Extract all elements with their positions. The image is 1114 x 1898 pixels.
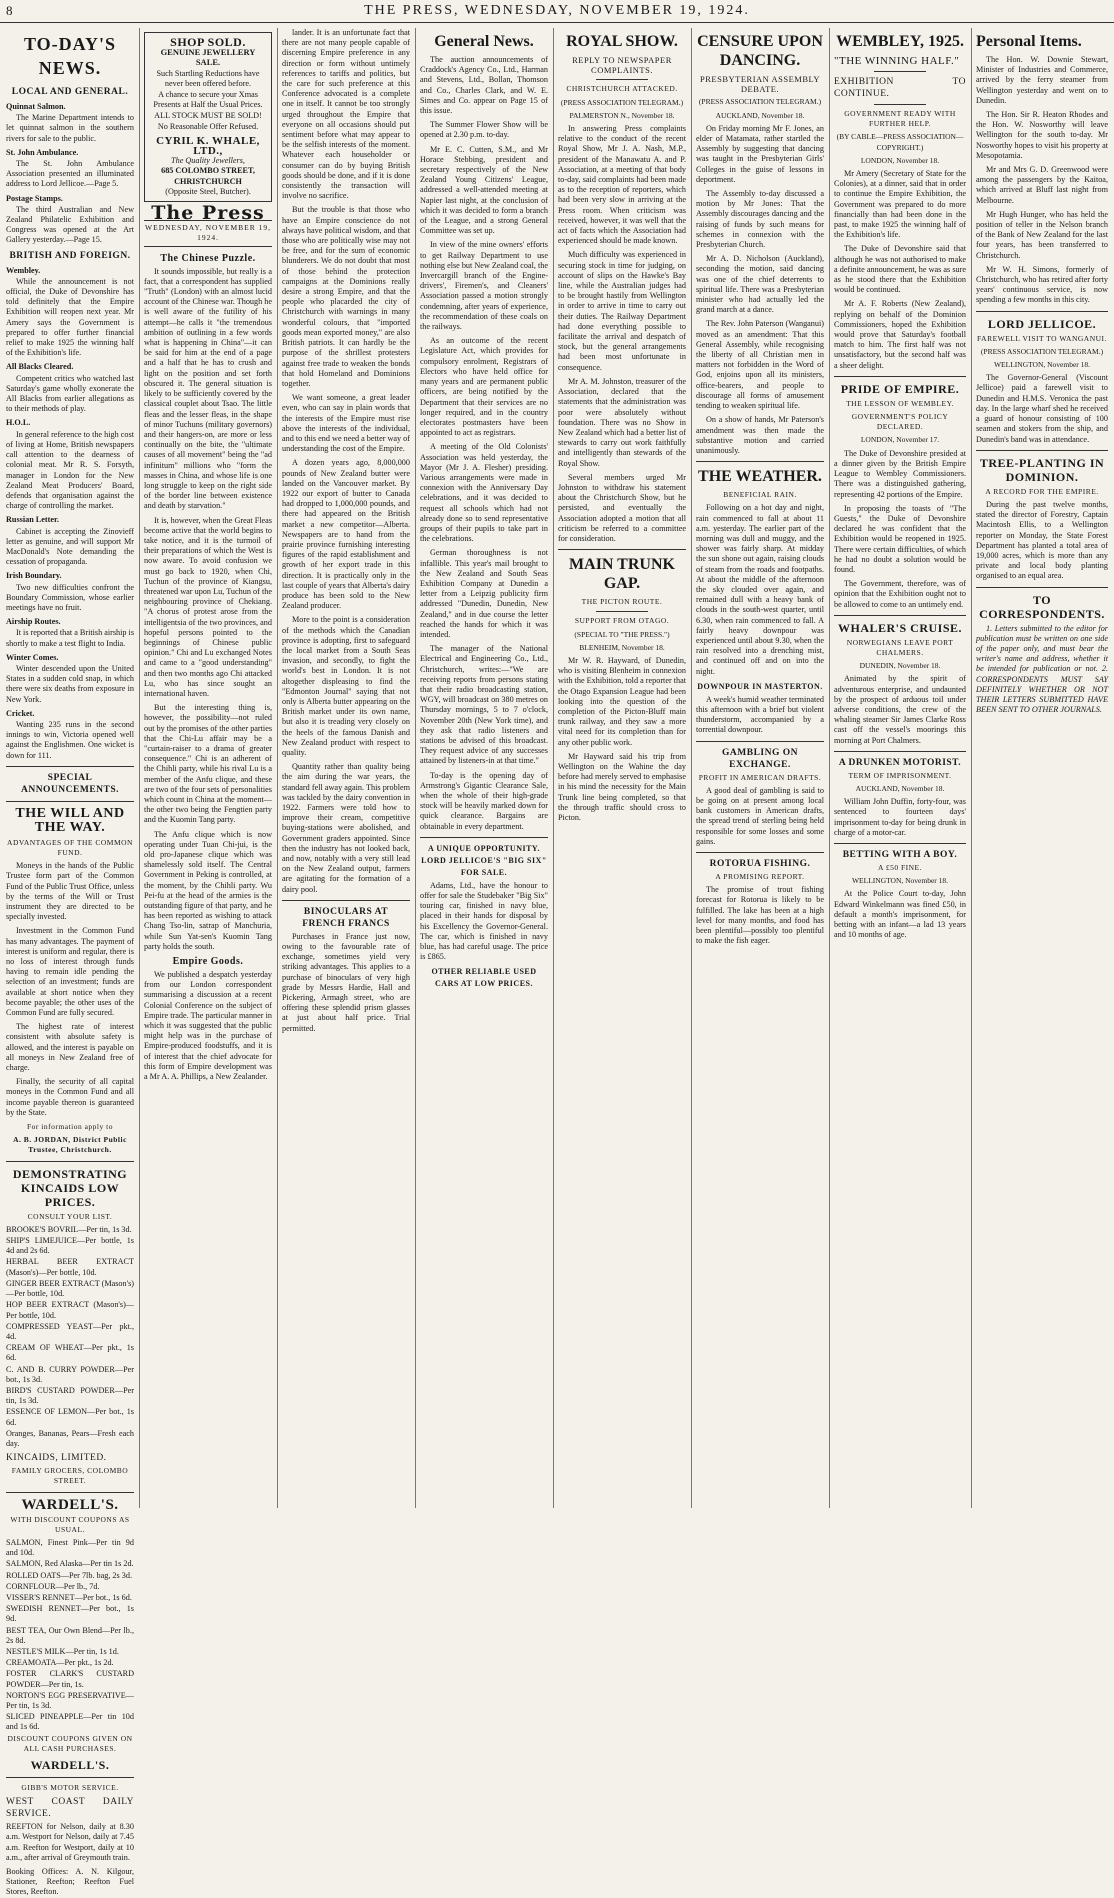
betting-boy-heading: BETTING WITH A BOY. — [842, 849, 958, 860]
local-general-heading: LOCAL AND GENERAL. — [11, 87, 129, 97]
paragraph: Mr W. H. Simons, formerly of Christchurch, who has retired after forty years' continuous service, is now spending a few months in this city. — [976, 264, 1108, 305]
special-announcements-heading: SPECIAL ANNOUNCEMENTS. — [20, 772, 120, 795]
newspaper-nameplate: The Press — [151, 202, 265, 225]
column-2 — [144, 28, 272, 1508]
masthead — [0, 0, 1114, 23]
paragraph: Much difficulty was experienced in securing stock in time for judging, on account of slips on the Hawke's Bay line, while the Australian judges had to be brought hastily from Wellington in order to arrive in time to carry out their duties. The Railway Department had done everything possible to facilitate the arrival and despatch of stock, but the general arrangements had been most unfortunate in consequence. — [558, 250, 686, 372]
list-item: SALMON, Finest Pink—Per tin 9d and 10d. — [6, 1537, 134, 1558]
gibbs-motor-text: REEFTON for Nelson, daily at 8.30 a.m. Westport for Nelson, daily at 7.45 a.m. Reefton for Westport, daily at 10 a.m., after arrival of Greymouth train. — [6, 1822, 134, 1862]
tree-planting-sub: A RECORD FOR THE EMPIRE. — [985, 486, 1099, 496]
public-trust-ad-text — [6, 861, 134, 1118]
shop-sold-heading: SHOP SOLD. — [170, 35, 246, 49]
paragraph: It is, however, when the Great Fleas become active that the world begins to take notice, and it is the turmoil of their preparations of which the West is now aware. To avoid confusion we must go back to 1920, when Chi, Tuchun of the province of Kiangsu, threatened war upon Lu, Tuchun of the neighbouring province of Chekiang. "A chorus of protest arose from the intelligentsia of the two provinces, and hopeful persons pointed to the beginnings of Chinese public opinion." Chi and Lu exchanged Notes and came to a "good understanding" and then two months ago Chi attacked Lu, who has since sought an international haven. — [144, 515, 272, 698]
paragraph: The highest rate of interest consistent with absolute safety is allowed, and the interest is payable on all moneys in New Zealand free of charge. — [6, 1022, 134, 1073]
main-trunk-sub: THE PICTON ROUTE. — [581, 597, 663, 607]
royal-show-sub: REPLY TO NEWSPAPER COMPLAINTS. — [572, 55, 672, 76]
paragraph: Quantity rather than quality being the aim during the war years, the standard fell away again. This problem was tackled by the dairy convention in 1922. Farmers were told how to improve their cream, competitive buying-stations were abolished, and Government graders appointed. Since then the industry has not looked back, and now, notably with a very still lead on the New Zealand output, farmers are agitating for the formation of a dairy pool. — [282, 762, 410, 894]
paragraph: German thoroughness is not infallible. This year's mail brought to the New Zealand and South Seas Exhibition Company at Dunedin a letter from a Leipzig publicity firm addressed "Dunedin, Dunedin, New Zealand," and in due course the letter reached the hands for which it was intended. — [420, 548, 548, 639]
gibbs-motor-agents: Booking Offices: A. N. Kilgour, Stationer, Reefton; Reefton Fuel Stores, Reefton. — [6, 1867, 134, 1897]
paragraph: lander. It is an unfortunate fact that there are not many people capable of discerning Empire preference in any direction or form without untimely references to tariffs and politics, but the care for such preference at this Conference advocated is a complete one in itself. It cannot be too strongly urged throughout the Empire that everyone on all occasions should put sentiment before what may appear to be the selfish interests of the moment. Whatever each householder or consumer can do by buying British goods should be done, and if it is done consistently the transaction will involve no sacrifice. — [282, 28, 410, 201]
censure-dancing-sub: PRESBYTERIAN ASSEMBLY DEBATE. — [700, 74, 820, 95]
paragraph: We published a despatch yesterday from our London correspondent summarising a discussion at a recent Colonial Conference on the subject of Empire trade. The particular manner in which it was suggested that the public might help was in the purchase of Empire-produced foodstuffs, and it is of interest that the chief advocate for this form of Empire development was a Mr A. A. Phillips, a New Zealander. — [144, 970, 272, 1082]
list-item: GINGER BEER EXTRACT (Mason's)—Per bottle, 10d. — [6, 1278, 134, 1299]
newspaper-date: WEDNESDAY, NOVEMBER 19, 1924. — [144, 220, 272, 246]
kincaids-address: FAMILY GROCERS, COLOMBO STREET. — [11, 1466, 129, 1486]
list-item: HERBAL BEER EXTRACT (Mason's)—Per bottle, 10d. — [6, 1257, 134, 1277]
paragraph: Mr Hugh Hunger, who has held the position of teller in the Nelson branch of the Bank of New Zealand for the last four years, has been transferred to Christchurch. — [976, 209, 1108, 260]
royal-show-text — [558, 124, 686, 544]
jewellery-sale-title: GENUINE JEWELLERY SALE. — [160, 47, 256, 68]
whalers-cruise-text: Animated by the spirit of adventurous enterprise, and undaunted by the prospect of arduous toil under adverse conditions, the crew of the whaling steamer Sir James Clarke Ross cast off the vessel's moorings this morning at Port Chalmers. — [834, 674, 966, 745]
paragraph: But the interesting thing is, however, the possibility—not ruled out by the promises of the other parties that the Chi-Lu affair may be a "curtain-raiser to a drama of greater consequence." Chi is an adherent of the Chihli party, while his rival Lu is a member of the Anfu clique, and these are two of the four sets of personalities which count in China at the moment—the other two being the Fengtien party and the Kuomin Tang party. — [144, 703, 273, 825]
lord-jellicoe-sub: FAREWELL VISIT TO WANGANUI. — [977, 333, 1107, 343]
censure-dancing-dateline: AUCKLAND, November 18. — [715, 110, 805, 120]
news-item-title: H.O.L. — [6, 418, 31, 428]
news-item-text: Cabinet is accepting the Zinovieff letter as genuine, and will support Mr MacDonald's Note demanding the cessation of propaganda. — [6, 526, 134, 567]
page-number: 8 — [6, 3, 13, 18]
list-item: COMPRESSED YEAST—Per pkt., 4d. — [6, 1321, 134, 1341]
empire-goods-heading: Empire Goods. — [172, 956, 244, 968]
paragraph: The Duke of Devonshire said that although he was not authorised to make a definite announcement, he was as sure as he stood there that the Exhibition would be continued. — [834, 244, 966, 295]
correspondents-text: 1. Letters submitted to the editor for publication must be written on one side of the paper only, and must bear the writer's name and address, whether it be intended for publication or not. 2. CORRESPONDENTS MUST SAY DEFINITELY WHETHER OR NOT THEIR LETTERS SUBMITTED HAVE BEEN SENT TO OTHER JOURNALS. — [976, 623, 1108, 715]
list-item: NESTLE'S MILK—Per tin, 1s 1d. — [6, 1646, 119, 1656]
list-item: ROLLED OATS—Per 7lb. bag, 2s 3d. — [6, 1570, 132, 1580]
paragraph: The auction announcements of Craddock's Agency Co., Ltd., Harman and Stevens, Ltd., Bollan, Thomson and Co., Charles Clark, and W. E. Simes and Co. appear on Page 15 of this issue. — [420, 55, 548, 116]
paragraph: The manager of the National Electrical and Engineering Co., Ltd., Christchurch, writes:—"We are receiving reports from persons stating that their radio broadcasting station, WGY, will broadcast on 380 metres on Thursday mornings, 5 to 7 o'clock, November 20th (New York time), and they ask that radio listeners and stations be advised of this broadcast. They request advice of any successes attained by listeners-in at that time." — [420, 644, 548, 766]
paragraph: The Rev. John Paterson (Wanganui) moved as an amendment: That this General Assembly, while recognising the liberty of all Christian men in matters not forbidden in the Word of God, enjoins upon all its ministers, office-bearers, and people to discourage all forms of amusement tending to weaken spiritual life. — [696, 319, 824, 411]
paragraph: In view of the mine owners' efforts to get Railway Department to use nothing else but New Zealand coal, the Invercargill branch of the Engine-drivers', Firemen's, and Cleaners' Association passed a motion strongly condemning, after years of experience, the recommendation of these coals on the railways. — [420, 240, 549, 332]
wardells-ad-heading: WARDELL'S. — [21, 1496, 119, 1513]
list-item: CREAM OF WHEAT—Per pkt., 1s 6d. — [6, 1343, 134, 1363]
list-item: SALMON, Red Alaska—Per tin 1s 2d. — [6, 1559, 134, 1569]
news-item-text: Two new difficulties confront the Boundary Commission, whose earlier meetings have no fruit. — [6, 582, 134, 612]
wembley-sub: "THE WINNING HALF." — [834, 55, 960, 67]
column-5 — [558, 28, 686, 1508]
public-trust-ad-foot: For information apply to — [27, 1122, 113, 1132]
column-rule — [691, 28, 692, 1508]
kincaids-price-list — [6, 1225, 134, 1449]
column-rule — [277, 28, 278, 1508]
used-cars-heading: OTHER RELIABLE USED CARS AT LOW PRICES. — [431, 967, 537, 989]
paragraph: The Hon. W. Downie Stewart, Minister of Industries and Commerce, arrived by the ferry steamer from Wellington yesterday and went on to Dunedin. — [976, 55, 1108, 105]
column-1 — [6, 28, 135, 1897]
wardells-price-list — [6, 1538, 134, 1733]
paragraph: Mr Hayward said his trip from Wellington on the Wahine the day before had merely served to emphasise in his mind the necessity for the Main Trunk line being completed, so that the through traffic should cross to Picton. — [558, 751, 686, 822]
pride-empire-heading: PRIDE OF EMPIRE. — [840, 381, 960, 396]
jewellery-firm-name: CYRIL K. WHALE, LTD., — [156, 134, 260, 158]
paragraph: Mr A. D. Nicholson (Auckland), seconding the motion, said dancing was one of the chief deterrents to spiritual life. There was a Presbyterian minister who had actually led the grand march at a dance. — [696, 254, 824, 315]
paragraph: The Summer Flower Show will be opened at 2.30 p.m. to-day. — [420, 120, 548, 140]
personal-items-text — [976, 55, 1108, 306]
jewellery-sale-lines — [149, 69, 267, 132]
lord-jellicoe-tag: (PRESS ASSOCIATION TELEGRAM.) — [980, 346, 1104, 356]
royal-show-sub2: CHRISTCHURCH ATTACKED. — [566, 84, 678, 94]
leader-article-text — [144, 267, 272, 952]
list-item: Oranges, Bananas, Pears—Fresh each day. — [6, 1428, 134, 1448]
gibbs-motor-heading: GIBB'S MOTOR SERVICE. — [21, 1783, 119, 1793]
main-trunk-dateline: BLENHEIM, November 18. — [579, 642, 665, 652]
editorial-continuation-text — [282, 28, 410, 895]
column-4 — [420, 28, 548, 1508]
paragraph: Mr and Mrs G. D. Greenwood were among the passengers by the Kaitoa, which arrived at Bluff last night from Melbourne. — [976, 165, 1108, 205]
column-8 — [976, 28, 1108, 1508]
lord-jellicoe-text: The Governor-General (Viscount Jellicoe) paid a farewell visit to Dunedin and H.M.S. Veronica the past day. In the large wharf shed he received a guard of honour consisting of 100 seamen and stokers from the ship, and Dunedin's band was in attendance. — [976, 373, 1108, 444]
paragraph: Moneys in the hands of the Public Trustee form part of the Common Fund of the Public Trust Office, unless by the terms of the Will or Trust instrument they are directed to be specially invested. — [6, 861, 134, 922]
betting-boy-dateline: WELLINGTON, November 18. — [851, 876, 949, 886]
masthead-title: THE PRESS, WEDNESDAY, NOVEMBER 19, 1924. — [364, 3, 750, 18]
paragraph: The Hon. Sir R. Heaton Rhodes and the Hon. W. Nosworthy will leave Wellington for the south to-day. Mr Nosworthy hopes to visit his property at Mesopotamia. — [976, 110, 1108, 160]
wembley-tag: (BY CABLE—PRESS ASSOCIATION—COPYRIGHT.) — [836, 132, 964, 152]
list-item: ESSENCE OF LEMON—Per bot., 1s 6d. — [6, 1407, 134, 1427]
jewellery-sale-ad — [144, 32, 272, 202]
paragraph: In proposing the toasts of "The Guests," the Duke of Devonshire declared he was confident that the Exhibition would be reopened in 1925. There were certain difficulties, of which he had no doubt a solution would be found. — [834, 503, 966, 574]
news-item-title: Cricket. — [6, 708, 35, 718]
paragraph: As an outcome of the recent Legislature Act, which provides for compulsory enrolment, Registrars of Electors who have held office for many years and are permanent public officers, are being notified by the Department that their services are no longer required, and in the country electorates postmasters have been appointed to act as registrars. — [420, 336, 548, 438]
paragraph: On Friday morning Mr F. Jones, an elder of Matamata, rather startled the Assembly by suggesting that dancing was taught in the Presbyterian Girls' Colleges in the guise of lessons in deportment. — [696, 123, 824, 184]
paragraph: The Assembly to-day discussed a motion by Mr Jones: That the Assembly discourages dancing and the raising of funds by such means for schemes in connexion with the Presbyterian Church. — [696, 189, 824, 250]
general-news-heading: General News. — [434, 33, 534, 50]
main-trunk-sub2: SUPPORT FROM OTAGO. — [574, 616, 670, 626]
news-item-title: Quinnat Salmon. — [6, 102, 66, 111]
lord-jellicoe-heading: LORD JELLICOE. — [987, 316, 1097, 331]
kincaids-name: KINCAIDS, LIMITED. — [6, 1453, 107, 1464]
weather-text — [696, 503, 824, 676]
news-item-text: Winter descended upon the United States in a sudden cold snap, in which there were six deaths from exposure in New York. — [6, 663, 134, 704]
news-item-title: St. John Ambulance. — [6, 147, 79, 157]
betting-boy-sub: A £50 FINE. — [877, 862, 923, 872]
unique-opportunity-heading: A UNIQUE OPPORTUNITY. LORD JELLICOE'S "BIG SIX" FOR SALE. — [421, 843, 547, 877]
binoculars-ad-heading: BINOCULARS AT FRENCH FRANCS — [302, 906, 390, 929]
column-6 — [696, 28, 824, 1508]
jewellery-firm-sub: The Quality Jewellers, — [171, 156, 245, 166]
column-rule — [415, 28, 416, 1508]
weather-heading: THE WEATHER. — [698, 468, 822, 486]
paragraph: A dozen years ago, 8,000,000 pounds of New Zealand butter were landed on the Vancouver market. By 1922 our export of butter to Canada had dropped to 1,000,000 pounds, and there had appeared on the British market a new competitor—Alberta. Newspapers are to hand from the prairie province furnishing interesting figures of the rapid establishment and growth of her export trade in this direction. It is practically only in the last couple of years that Alberta's dairy produce has been sold to the New Zealand producer. — [282, 458, 410, 611]
royal-show-dateline: PALMERSTON N., November 18. — [569, 110, 675, 120]
unique-opportunity-text: Adams, Ltd., have the honour to offer for sale the Studebaker "Big Six" touring car, finished in navy blue, placed in their hands for disposal by his Excellency the Governor-General. The car, which is finished in navy blue, has had careful usage. The price is £865. — [420, 880, 548, 962]
list-item: SHIP'S LIMEJUICE—Per bottle, 1s 4d and 2s 6d. — [6, 1236, 134, 1256]
kincaids-ad-heading: DEMONSTRATING KINCAIDS LOW PRICES. — [12, 1166, 128, 1209]
news-item-text: While the announcement is not official, the Duke of Devonshire has told definitely that the Empire Exhibition will reopen next year. Mr Amery says the Government is prepared to offer further financial relief to make 1925 the winning half of the Exhibition's life. — [6, 276, 134, 358]
royal-show-tag: (PRESS ASSOCIATION TELEGRAM.) — [560, 97, 684, 107]
pride-empire-sub: THE LESSON OF WEMBLEY. — [846, 398, 954, 408]
paragraph: Several members urged Mr Johnston to withdraw his statement about the Christchurch Show, but he persisted, and eventually the Association adopted a motion that all criticism be referred to a committee for consideration. — [558, 472, 686, 543]
whalers-cruise-dateline: DUNEDIN, November 18. — [859, 661, 941, 671]
news-item-text: The Marine Department intends to let quinnat salmon in the southern rivers for sale to the public. — [6, 113, 134, 143]
pride-empire-text — [834, 449, 966, 610]
drunken-motorist-sub: TERM OF IMPRISONMENT. — [848, 770, 952, 780]
public-trust-signature: A. B. JORDAN, District Public Trustee, Christchurch. — [13, 1135, 127, 1155]
gambling-text: A good deal of gambling is said to be going on at present among local bank customers in American drafts, the spread trend of sterling being held responsible for some losses and some gains. — [696, 785, 824, 846]
drunken-motorist-dateline: AUCKLAND, November 18. — [855, 783, 945, 793]
wembley-heading: WEMBLEY, 1925. — [836, 33, 964, 50]
list-item: CREAMOATA—Per pkt., 1s 2d. — [6, 1658, 114, 1668]
drunken-motorist-text: William John Duffin, forty-four, was sentenced to fourteen days' imprisonment to-day for being drunk in charge of a motor-car. — [834, 797, 966, 837]
news-item-title: Postage Stamps. — [6, 193, 63, 203]
wembley-sub3: GOVERNMENT READY WITH FURTHER HELP. — [844, 109, 956, 129]
rotorua-sub: A PROMISING REPORT. — [715, 872, 805, 881]
lord-jellicoe-dateline: WELLINGTON, November 18. — [993, 360, 1091, 370]
news-item-text: Competent critics who watched last Saturday's game wholly exonerate the All Blacks from earlier allegations as to their methods of play. — [6, 373, 134, 414]
paragraph: We want someone, a great leader even, who can say in plain words that the interests of the Empire must rise above the interests of the individual, and to this end we need a better way of understanding the cost of the Empire. — [282, 393, 410, 454]
paragraph: Finally, the security of all capital moneys in the Common Fund and all income payable thereon is guaranteed by the State. — [6, 1077, 134, 1117]
list-item: VISSER'S RENNET—Per bot., 1s 6d. — [6, 1592, 132, 1602]
list-item: NORTON'S EGG PRESERVATIVE—Per tin, 1s 3d. — [6, 1690, 134, 1710]
whalers-cruise-heading: WHALER'S CRUISE. — [837, 620, 963, 635]
list-item: ALL STOCK MUST BE SOLD! No Reasonable Offer Refused. — [154, 111, 262, 131]
list-item: SWEDISH RENNET—Per bot., 1s 9d. — [6, 1604, 134, 1624]
jewellery-address: 685 COLOMBO STREET, CHRISTCHURCH — [161, 166, 255, 186]
paragraph: Mr Amery (Secretary of State for the Colonies), at a dinner, said that in order to continue the Empire Exhibition, the Government was prepared to do more financially than had been done in the past, to make 1925 the winning half of the Exhibition's life. — [834, 169, 966, 240]
rotorua-heading: ROTORUA FISHING. — [709, 859, 811, 869]
common-fund-subheading: ADVANTAGES OF THE COMMON FUND. — [7, 837, 133, 857]
todays-news-heading: TO-DAY'S NEWS. — [23, 34, 117, 78]
censure-dancing-tag: (PRESS ASSOCIATION TELEGRAM.) — [698, 97, 822, 107]
empire-goods-text — [144, 970, 272, 1082]
list-item: FOSTER CLARK'S CUSTARD POWDER—Per tin, 1s. — [6, 1669, 134, 1689]
wardells-ad-name: WARDELL'S. — [30, 1758, 110, 1773]
paragraph: Mr E. C. Cutten, S.M., and Mr Horace Stebbing, president and secretary respectively of the New Zealand Young Citizens' League, addressed a well-attended meeting at Napier last night, at the conclusion of which it was decided to form a branch of the League, and a strong General Committee was set up. — [420, 144, 548, 236]
whalers-cruise-sub: NORWEGIANS LEAVE PORT CHALMERS. — [846, 637, 954, 657]
news-item-text: It is reported that a British airship is shortly to make a test flight to India. — [6, 628, 135, 648]
paragraph: More to the point is a consideration of the methods which the Canadian province is adopting, first to safeguard the local market from a South Seas invasion, and secondly, to fight the world's best in London. It is not altogether displeasing to find the "Edmonton Journal" saying that not only is Alberta butter appearing on the British market under its own name, but also it is treading very closely on the heels of the famous Danish and New Zealand product with respect to quality. — [282, 615, 410, 758]
paragraph: Mr W. R. Hayward, of Dunedin, who is visiting Blenheim in connexion with the Exhibition, told a reporter that the Otago Expansion League had been looking into the question of the completion of the Picton-Bluff main trunk railway, and they saw a more vital need for its completion than for any other public work. — [558, 655, 687, 747]
pride-empire-dateline: LONDON, November 17. — [860, 435, 940, 445]
news-item-title: All Blacks Cleared. — [6, 362, 74, 372]
column-rule — [139, 28, 140, 1508]
betting-boy-text: At the Police Court to-day, John Edward Winkelmann was fined £50, in default a month's imprisonment, for betting with an infant—a lad 13 years and 10 months of age. — [834, 889, 966, 940]
tree-planting-text: During the past twelve months, stated the director of Forestry, Captain Macintosh Ellis, to a Wellington reporter on Monday, the State Forest Department has planted a total area of 19,000 acres, which is more than any private and local body planting organised to an equal area. — [976, 499, 1108, 581]
paragraph: Mr A. F. Roberts (New Zealand), replying on behalf of the Dominion Commissioners, hoped the Exhibition would prove that Saturday's football match to him. The first half was not unsatisfactory, but the second half was a sheer delight. — [834, 299, 966, 370]
column-rule — [553, 28, 554, 1508]
wardells-ad-foot: DISCOUNT COUPONS GIVEN ON ALL CASH PURCHASES. — [7, 1733, 133, 1753]
news-item-title: Wembley. — [6, 265, 41, 275]
list-item: BEST TEA, Our Own Blend—Per lb., 2s 8d. — [6, 1625, 134, 1645]
list-item: HOP BEER EXTRACT (Mason's)—Per bottle, 10d. — [6, 1300, 134, 1320]
main-trunk-heading: MAIN TRUNK GAP. — [569, 556, 675, 593]
list-item: A chance to secure your Xmas Presents at Half the Usual Prices. — [153, 90, 263, 110]
column-7 — [834, 28, 966, 1508]
news-item-title: Winter Comes. — [6, 652, 59, 662]
paragraph: Investment in the Common Fund has many advantages. The payment of interest is uniform and regular, there is no loss of interest through funds having to remain idle pending the selection of an investment; funds are available at short notice when they become payable; the other uses of the Common Fund are fully secured. — [6, 926, 134, 1018]
wembley-sub2: EXHIBITION TO CONTINUE. — [834, 77, 966, 99]
drunken-motorist-heading: A DRUNKEN MOTORIST. — [838, 757, 962, 768]
list-item: BIRD'S CUSTARD POWDER—Per tin, 1s 3d. — [6, 1385, 134, 1406]
list-item: C. AND B. CURRY POWDER—Per bot., 1s 3d. — [6, 1364, 134, 1384]
column-rule — [829, 28, 830, 1508]
news-item-title: Irish Boundary. — [6, 571, 62, 581]
paragraph: Following on a hot day and night, rain commenced to fall at about 11 a.m. yesterday. The earlier part of the morning was dull and muggy, and the shower was fairly sharp. At midday the sun shone out again, raising clouds of steam from the roads and footpaths. At about the middle of the afternoon the sky clouded over again, and remained dull with a heavy bank of clouds in the south-west quarter, until 6.30, when rain commenced to fall. A fairly heavy downpour was experienced until about 9.30, when the rain resolved into a drenching mist, and continued off and on into the night. — [696, 503, 824, 676]
paragraph: To-day is the opening day of Armstrong's Gigantic Clearance Sale, when the whole of their high-grade stock will be heavily marked down for quick clearance. Bargains are obtainable in every department. — [420, 770, 548, 831]
paragraph: On a show of hands, Mr Paterson's amendment was then made the substantive motion and carried unanimously. — [696, 415, 824, 455]
news-item-title: Airship Routes. — [6, 617, 61, 627]
gambling-heading: GAMBLING ON EXCHANGE. — [722, 747, 798, 770]
gambling-sub: PROFIT IN AMERICAN DRAFTS. — [698, 772, 822, 782]
jewellery-address-note: (Opposite Steel, Butcher). — [165, 186, 251, 196]
tree-planting-heading: TREE-PLANTING IN DOMINION. — [979, 455, 1105, 484]
news-item-text: Wanting 235 runs in the second innings to win, Victoria opened well against the Englishmen. One wicket is down for 111. — [6, 719, 134, 760]
column-rule — [971, 28, 972, 1508]
binoculars-ad-text: Purchases in France just now, owing to the favourable rate of exchange, sometimes yield very striking advantages. This applies to a purchase of binoculars of very high grade by Messrs Hardie, Hall and Pickering, Armagh street, who are offering these splendid prism glasses at just about half price. Trial permitted. — [282, 931, 410, 1033]
paragraph: The Government, therefore, was of opinion that the Exhibition ought not to be allowed to come to an untimely end. — [834, 579, 966, 609]
list-item: BROOKE'S BOVRIL—Per tin, 1s 3d. — [6, 1224, 132, 1234]
downpour-text: A week's humid weather terminated this afternoon with a brief but violent thunderstorm, accompanied by a torrential downpour. — [696, 694, 824, 735]
paragraph: But the trouble is that those who have an Empire conscience do not always have political wisdom, and that those who are politically wise may not be free, and for the sum of economic blunderers. We do not doubt that most of those behind the protection campaigns at the Dominions really desire a strong Empire, and that the people who placarded the city of Christchurch with warnings in many wonderful colours, that "imported goods mean exported money," are also British patriots. It can hardly be the purpose of the shrillest protesters against free trade to weaken the bonds that hold Homeland and Dominions together. — [282, 205, 410, 388]
weather-sub: BENEFICIAL RAIN. — [723, 490, 797, 500]
news-item-text: In general reference to the high cost of living at Home, British newspapers call attention to the dearness of colonial meat. Mr R. S. Forsyth, manager in London for the New Zealand Meat Producers' Board, defends that organisation against the charge of controlling the market. — [6, 429, 134, 511]
british-foreign-heading: BRITISH AND FOREIGN. — [9, 250, 131, 261]
list-item: SLICED PINEAPPLE—Per tin 10d and 1s 6d. — [6, 1712, 134, 1732]
paragraph: The Duke of Devonshire presided at a dinner given by the British Empire League to Wembley Commissioners. There was a distinguished gathering, representing 42 portions of the Empire. — [834, 448, 966, 499]
rotorua-text: The promise of trout fishing forecast for Rotorua is likely to be fulfilled. The lake has been at a high level for many months, and food has been plentiful—possibly too plentiful to make the fish eager. — [696, 885, 824, 946]
foreign-news-list — [6, 266, 134, 761]
royal-show-heading: ROYAL SHOW. — [566, 33, 678, 50]
wembley-dateline: LONDON, November 18. — [860, 155, 940, 165]
local-news-list — [6, 102, 134, 246]
personal-items-heading: Personal Items. — [976, 33, 1082, 50]
correspondents-heading: TO CORRESPONDENTS. — [979, 592, 1105, 621]
will-and-way-heading: THE WILL AND THE WAY. — [15, 805, 125, 835]
downpour-heading: DOWNPOUR IN MASTERTON. — [697, 681, 823, 691]
list-item: Such Startling Reductions have never been offered before. — [156, 68, 260, 88]
censure-dancing-heading: CENSURE UPON DANCING. — [697, 33, 823, 69]
main-trunk-tag: (SPECIAL TO "THE PRESS.") — [574, 629, 670, 639]
pride-empire-sub2: GOVERNMENT'S POLICY DECLARED. — [851, 412, 949, 432]
paragraph: Mr A. M. Johnston, treasurer of the Association, declared that the statements that the administration was poor were absolutely without foundation. There was no Show in New Zealand which had a better list of stewards to carry out work faithfully and intelligently than stewards of the Royal Show. — [558, 376, 686, 468]
general-news-text — [420, 55, 548, 832]
paragraph: In answering Press complaints relative to the conduct of the recent Royal Show, Mr J. A. Nash, M.P., president of the Manawatu A. and P. Association, at a meeting of that body to-day, said complaints had been made as to the reception of reporters, which had been very slow in arriving at the Press room. When criticism was received, however, it was well that the act of facts which the Association had experienced should be made known. — [558, 124, 686, 246]
main-trunk-text — [558, 656, 686, 823]
list-item: CORNFLOUR—Per lb., 7d. — [6, 1581, 100, 1591]
leader-heading: The Chinese Puzzle. — [160, 252, 256, 264]
news-item-text: The third Australian and New Zealand Philatelic Exhibition and Congress was opened at the Art Gallery yesterday.—Page 15. — [6, 204, 134, 245]
gibbs-motor-sub: WEST COAST DAILY SERVICE. — [6, 1797, 134, 1820]
censure-dancing-text — [696, 124, 824, 456]
kincaids-ad-sub: CONSULT YOUR LIST. — [27, 1211, 113, 1221]
paragraph: It sounds impossible, but really is a fact, that a correspondent has supplied "Truth" (London) with an almost lucid account of the Chinese war. Though he is well aware of the futility of his attempt—he calls it "the tremendous ambition of outlining in a few words what is happening in China"—it can be said for him at the end of a page and a half that he has to crush and light on the position and set forth obscured it. The general situation is likely to be sufficiently covered by the classical couplet about Tsao. The little fleas and the lesser fleas, in the shape of minor Tuchuns (military governors) and their hangers-on, are more or less continually on the bite, the "ultimate causes of all movement" being the "ad infinitum" millions who "form the masses in China, and whose life is one long struggle to keep on the right side of the border line between existence and death by starvation." — [144, 266, 272, 511]
news-item-title: Russian Letter. — [6, 515, 59, 525]
wembley-text — [834, 169, 966, 371]
column-3 — [282, 28, 410, 1508]
paragraph: A meeting of the Old Colonists' Association was held yesterday, the Mayor (Mr J. A. Flesher) presiding. Various arrangements were made in connexion with the Anniversary Day celebrations, and it was decided to request all schools which had not already done so to send representative groups of their pupils to take part in the celebrations. — [420, 442, 548, 544]
news-item-text: The St. John Ambulance Association presented an illuminated address to Lord Jellicoe.—Page 5. — [6, 159, 134, 189]
wardells-ad-sub: WITH DISCOUNT COUPONS AS USUAL. — [10, 1514, 130, 1534]
paragraph: The Anfu clique which is now operating under Tuan Chi-jui, is the old pro-Japanese clique which was shamelessly sold itself. The Central Government in Peking is controlled, at the moment, by the Chihli party. Wu Pei-fu at the head of the armies is the outstanding figure of that party, and he has been reported as wishing to attack Chang Tso-lin, satrap of Manchuria, while Sun Yat-sen's Kuomin Tang party holds the south. — [144, 829, 272, 951]
